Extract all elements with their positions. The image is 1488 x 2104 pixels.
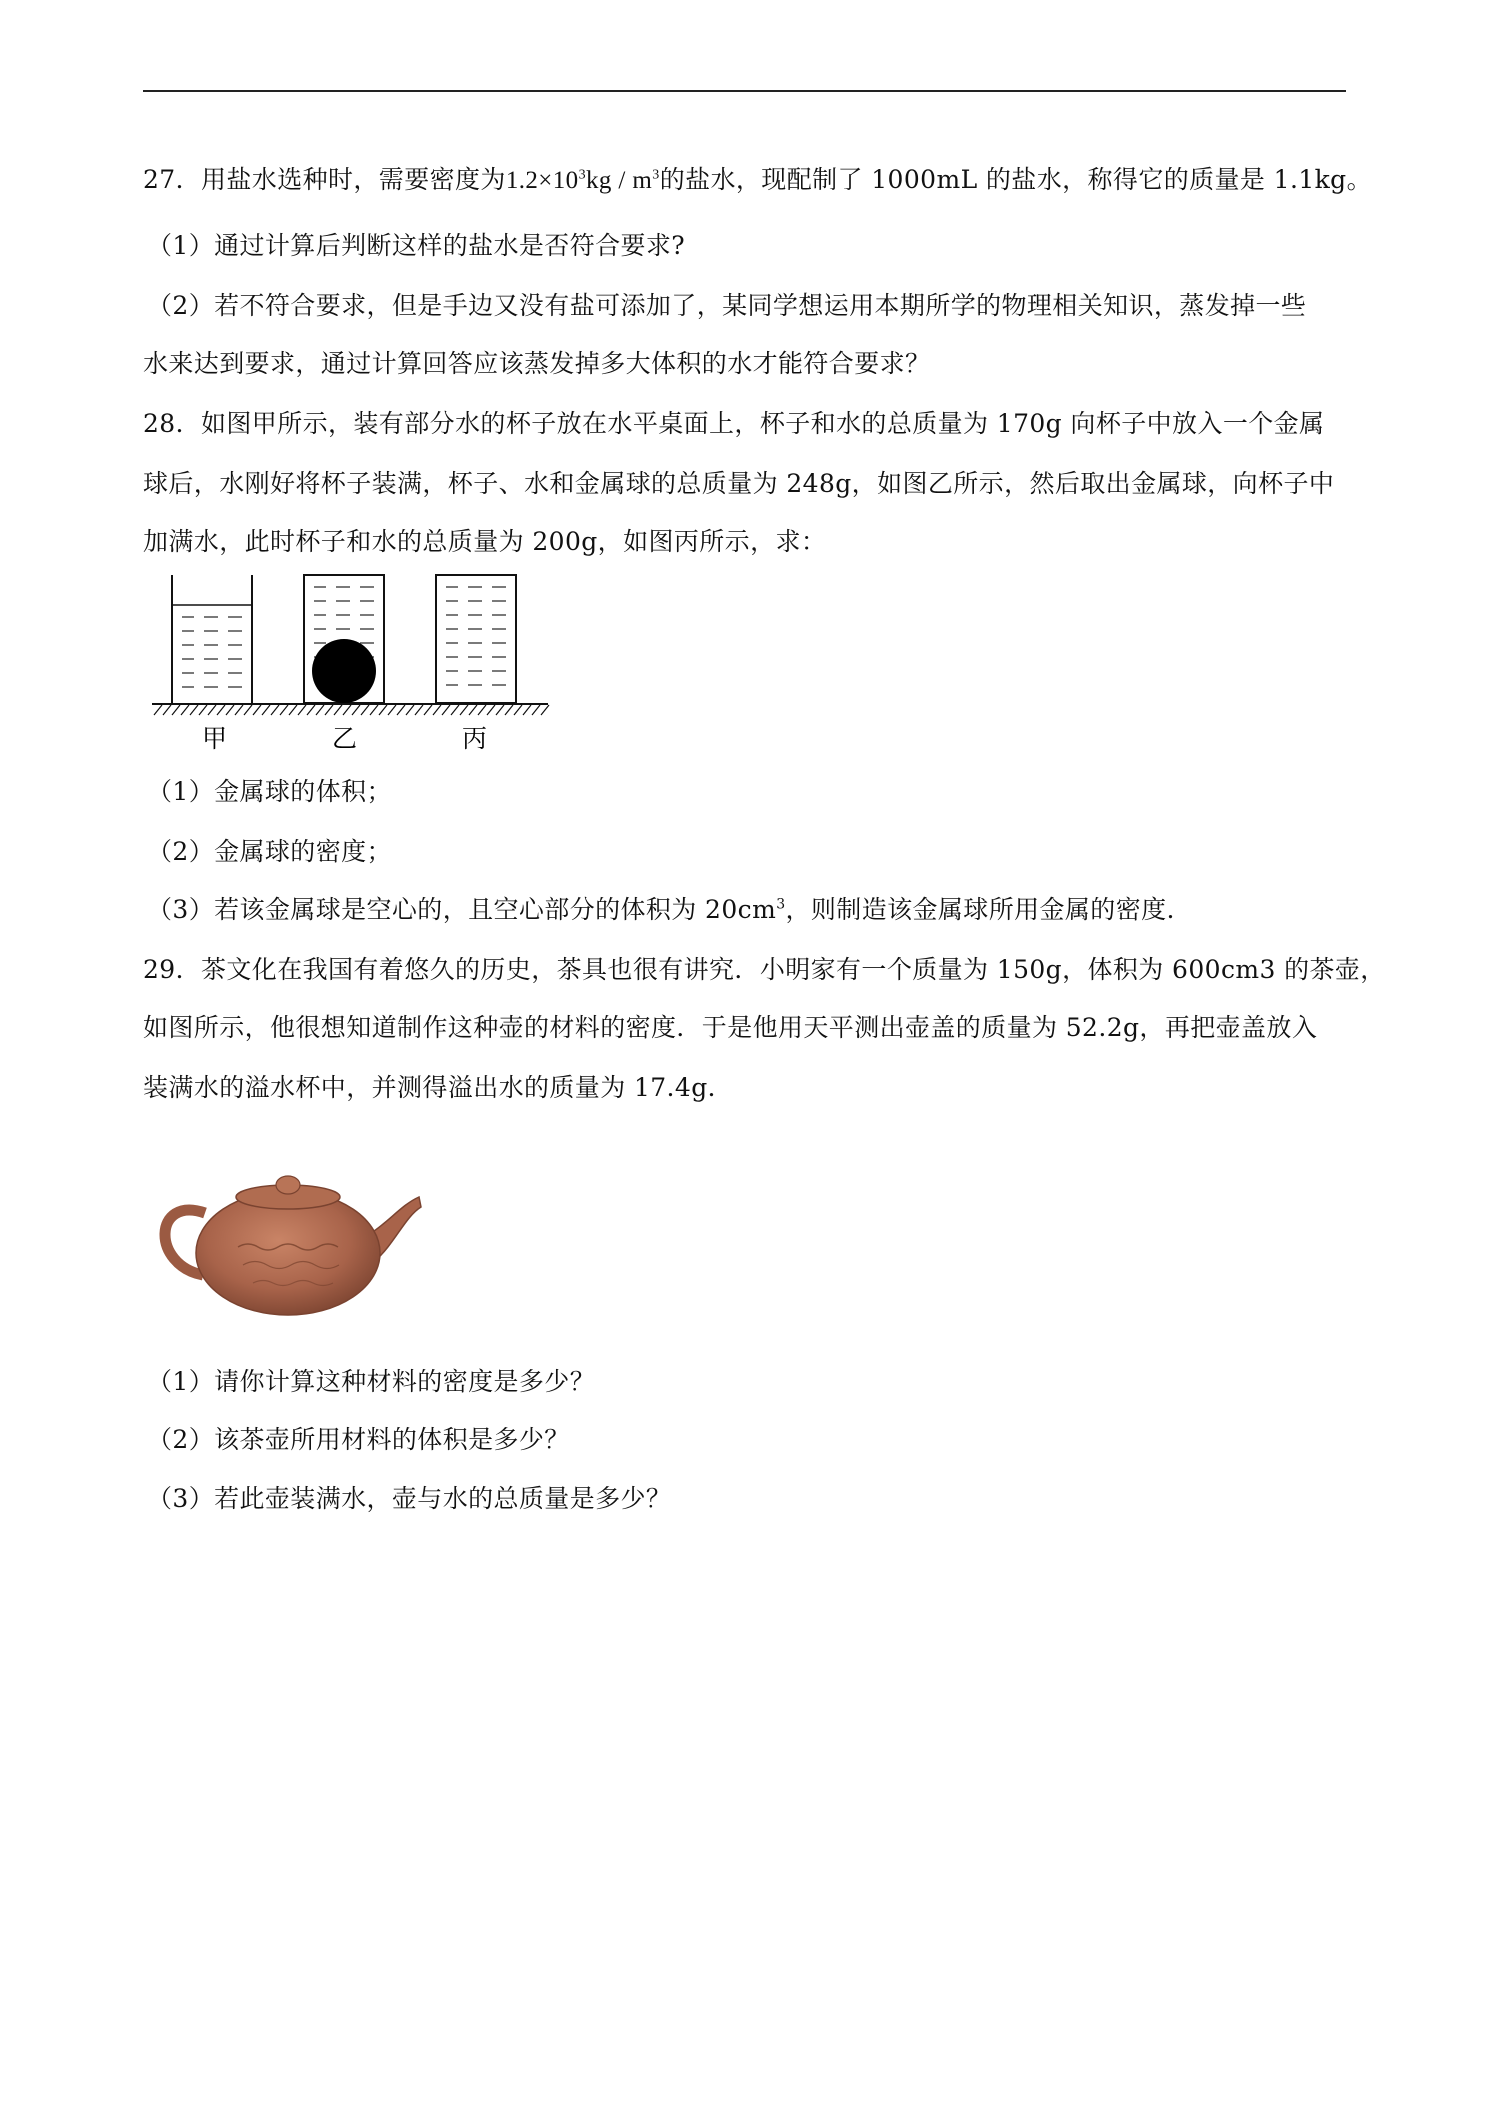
hatch-mark	[172, 705, 180, 715]
hatch-mark	[514, 705, 522, 715]
q28-part2: （2）金属球的密度；	[147, 837, 392, 866]
q29-part2: （2）该茶壶所用材料的体积是多少？	[147, 1425, 570, 1454]
hatch-mark	[271, 705, 279, 715]
hatch-mark	[154, 705, 162, 715]
hatch-mark	[334, 705, 342, 715]
q29-stem-line3: 装满水的溢水杯中，并测得溢出水的质量为 17.4g．	[143, 1073, 734, 1102]
hatch-mark	[406, 705, 414, 715]
header-rule	[143, 90, 1346, 92]
cup-bing	[436, 575, 516, 703]
hatch-mark	[397, 705, 405, 715]
q27-part2-line2: 水来达到要求，通过计算回答应该蒸发掉多大体积的水才能符合要求？	[143, 349, 931, 378]
hatch-mark	[451, 705, 459, 715]
hatch-mark	[496, 705, 504, 715]
hatch-mark	[361, 705, 369, 715]
q28-stem-line1: 28．如图甲所示，装有部分水的杯子放在水平桌面上，杯子和水的总质量为 170g 向杯子中放入一个金属	[143, 409, 1325, 438]
cup-yi	[304, 575, 384, 703]
hatch-mark	[208, 705, 216, 715]
table-surface	[152, 704, 549, 715]
q27-stem: 27．用盐水选种时，需要密度为$1.2\times 10^3kg / m^3$的盐水，现配制了 1000mL 的盐水，称得它的质量是 1.1kg。	[143, 165, 1372, 194]
cups-figure	[148, 573, 558, 758]
hatch-mark	[388, 705, 396, 715]
hatch-mark	[541, 705, 549, 715]
q29-stem-line2: 如图所示，他很想知道制作这种壶的材料的密度．于是他用天平测出壶盖的质量为 52.2g，再把壶盖放入	[143, 1013, 1318, 1042]
hatch-mark	[352, 705, 360, 715]
hatch-mark	[217, 705, 225, 715]
hatch-mark	[262, 705, 270, 715]
hatch-mark	[253, 705, 261, 715]
cup-jia	[172, 575, 252, 703]
hatch-mark	[487, 705, 495, 715]
hatch-mark	[532, 705, 540, 715]
hatch-mark	[478, 705, 486, 715]
q28-stem-line2: 球后，水刚好将杯子装满，杯子、水和金属球的总质量为 248g，如图乙所示，然后取出金属球，向杯子中	[143, 469, 1335, 498]
label-yi: 乙	[332, 724, 358, 753]
q28-part3: （3）若该金属球是空心的，且空心部分的体积为 $20cm^3$，则制造该金属球所用金属的密度.	[147, 895, 1175, 924]
q28-part1: （1）金属球的体积；	[147, 777, 392, 806]
hatch-mark	[190, 705, 198, 715]
teapot-image	[143, 1135, 426, 1335]
hatch-mark	[307, 705, 315, 715]
q29-part3: （3）若此壶装满水，壶与水的总质量是多少？	[147, 1484, 672, 1513]
hatch-mark	[343, 705, 351, 715]
q28-stem-line3: 加满水，此时杯子和水的总质量为 200g，如图丙所示，求：	[143, 527, 827, 556]
hatch-mark	[289, 705, 297, 715]
metal-ball	[312, 639, 376, 703]
hatch-mark	[379, 705, 387, 715]
q27-part1: （1）通过计算后判断这样的盐水是否符合要求?	[147, 231, 686, 260]
density-expression: $1.2\times 10^3kg / m^3$	[505, 167, 660, 194]
hatch-mark	[370, 705, 378, 715]
q29-stem-line1: 29．茶文化在我国有着悠久的历史，茶具也很有讲究．小明家有一个质量为 150g，体积为 600cm3 的茶壶，	[143, 955, 1386, 984]
hatch-mark	[316, 705, 324, 715]
hatch-mark	[181, 705, 189, 715]
hatch-mark	[235, 705, 243, 715]
label-bing: 丙	[462, 724, 488, 753]
hatch-mark	[298, 705, 306, 715]
hatch-mark	[424, 705, 432, 715]
hatch-mark	[460, 705, 468, 715]
hatch-mark	[469, 705, 477, 715]
hatch-mark	[325, 705, 333, 715]
hatch-mark	[226, 705, 234, 715]
hatch-mark	[244, 705, 252, 715]
hatch-mark	[505, 705, 513, 715]
hatch-mark	[523, 705, 531, 715]
hatch-mark	[433, 705, 441, 715]
hatch-mark	[163, 705, 171, 715]
hatch-mark	[415, 705, 423, 715]
q29-part1: （1）请你计算这种材料的密度是多少？	[147, 1367, 596, 1396]
hatch-mark	[442, 705, 450, 715]
hatch-mark	[199, 705, 207, 715]
q27-part2-line1: （2）若不符合要求，但是手边又没有盐可添加了，某同学想运用本期所学的物理相关知识，蒸发掉一些	[147, 291, 1307, 320]
label-jia: 甲	[202, 724, 228, 753]
hatch-mark	[280, 705, 288, 715]
